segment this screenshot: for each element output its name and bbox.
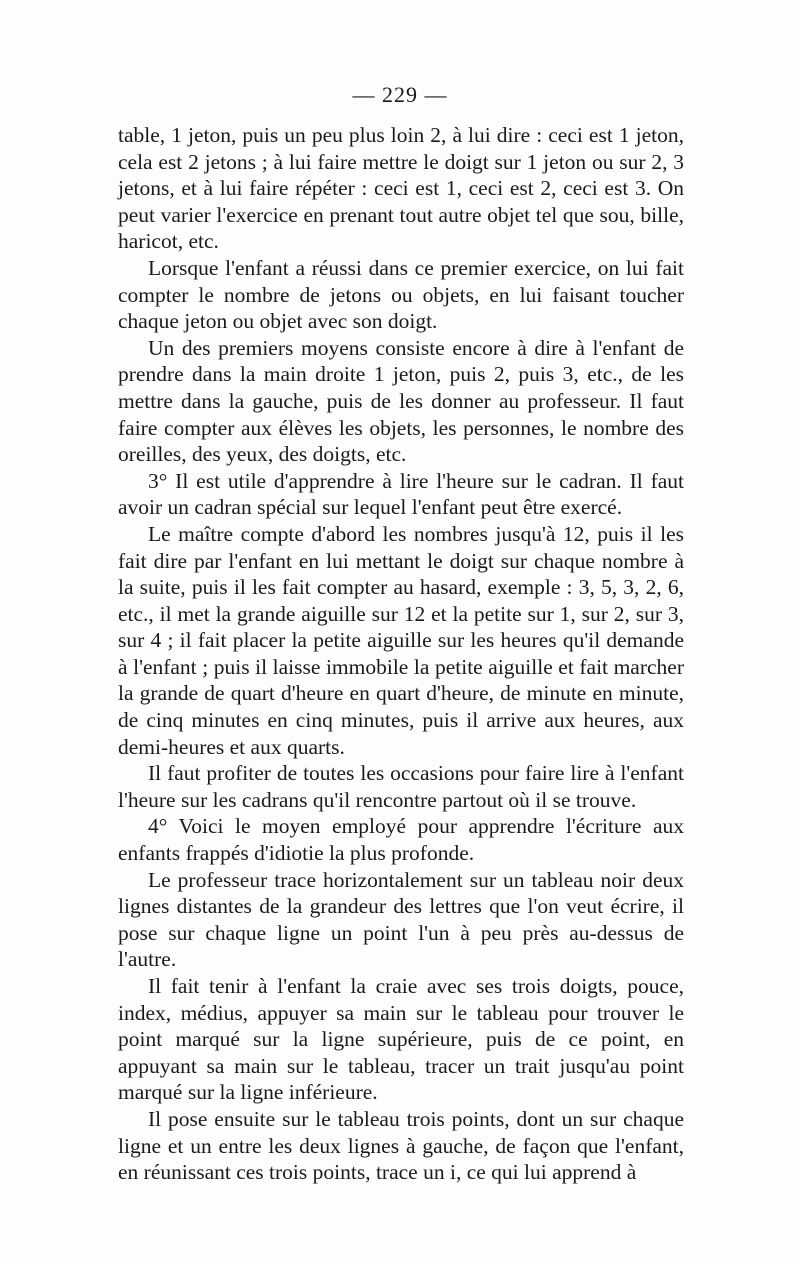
paragraph: 3° Il est utile d'apprendre à lire l'heure sur le cadran. Il faut avoir un cadran spécial sur lequel l'enfant peut être exercé. <box>118 468 684 520</box>
paragraph: Il pose ensuite sur le tableau trois points, dont un sur chaque ligne et un entre les deux lignes à gauche, de façon que l'enfant, en réunissant ces trois points, trace un i, ce qui lui apprend à <box>118 1106 684 1185</box>
paragraph: Il fait tenir à l'enfant la craie avec ses trois doigts, pouce, index, médius, appuyer sa main sur le tableau pour trouver le point marqué sur la ligne supérieure, puis de ce point, en appuyant sa main sur le tableau, tracer un trait jusqu'au point marqué sur la ligne inférieure. <box>118 974 684 1105</box>
paragraph: Il faut profiter de toutes les occasions pour faire lire à l'enfant l'heure sur les cadrans qu'il rencontre partout où il se trouve. <box>118 761 684 812</box>
body-text <box>118 122 684 1186</box>
paragraph: Lorsque l'enfant a réussi dans ce premier exercice, on lui fait compter le nombre de jetons ou objets, en lui faisant toucher chaque jeton ou objet avec son doigt. <box>118 255 684 334</box>
page-number: — 229 — <box>352 82 448 107</box>
paragraph: Un des premiers moyens consiste encore à dire à l'enfant de prendre dans la main droite 1 jeton, puis 2, puis 3, etc., de les mettre dans la gauche, puis de les donner au professeur. Il faut faire compter aux élèves les objets, les personnes, le nombre des oreilles, des yeux, des doigts, etc. <box>118 335 684 467</box>
paragraph: table, 1 jeton, puis un peu plus loin 2, à lui dire : ceci est 1 jeton, cela est 2 jetons ; à lui faire mettre le doigt sur 1 jeton ou sur 2, 3 jetons, et à lui faire répéter : ceci est 1, ceci est 2, ceci est 3. On peut varier l'exercice en prenant tout autre objet tel que sou, bille, haricot, etc. <box>118 123 684 254</box>
paragraph: Le maître compte d'abord les nombres jusqu'à 12, puis il les fait dire par l'enfant en lui mettant le doigt sur chaque nombre à la suite, puis il les fait compter au hasard, exemple : 3, 5, 3, 2, 6, etc., il met la grande aiguille sur 12 et la petite sur 1, sur 2, sur 3, sur 4 ; il fait placer la petite aiguille sur les heures qu'il demande à l'enfant ; puis il laisse immobile la petite aiguille et fait marcher la grande de quart d'heure en quart d'heure, de minute en minute, de cinq minutes en cinq minutes, puis il arrive aux heures, aux demi-heures et aux quarts. <box>118 521 684 759</box>
paragraph: Le professeur trace horizontalement sur un tableau noir deux lignes distantes de la grandeur des lettres que l'on veut écrire, il pose sur chaque ligne un point l'un à peu près au-dessus de l'autre. <box>118 867 684 972</box>
paragraph: 4° Voici le moyen employé pour apprendre l'écriture aux enfants frappés d'idiotie la plus profonde. <box>118 814 684 866</box>
